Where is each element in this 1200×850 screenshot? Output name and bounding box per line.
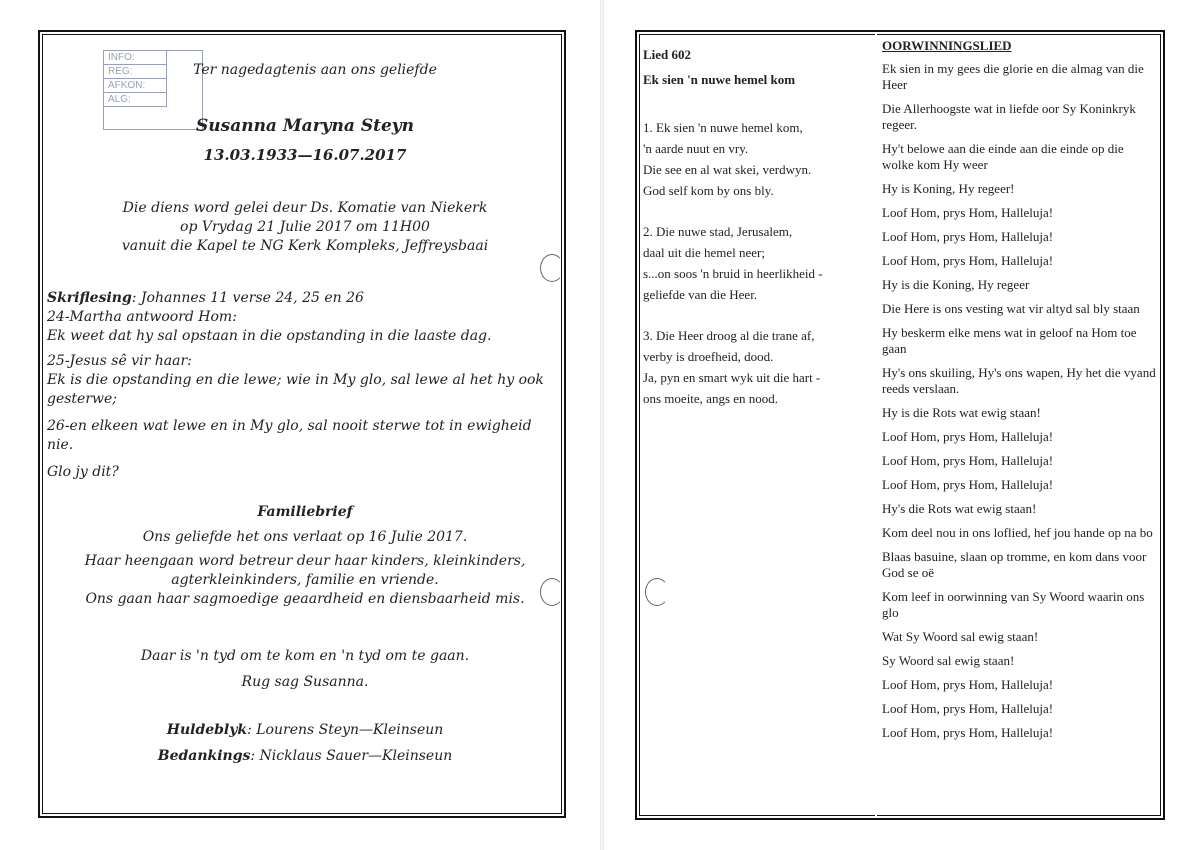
thanks-line: [60, 747, 550, 766]
song-line: Die Here is ons vesting wat vir altyd sal bly staan: [882, 301, 1140, 316]
verse-line: 1. Ek sien 'n nuwe hemel kom,: [643, 120, 803, 135]
song-line: Loof Hom, prys Hom, Halleluja!: [882, 453, 1054, 468]
song-line: Sy Woord sal ewig staan!: [882, 653, 1015, 668]
song-line: Loof Hom, prys Hom, Halleluja!: [882, 701, 1054, 716]
song-line: Blaas basuine, slaan op tromme, en kom dans voor God se oë: [882, 549, 1147, 580]
tribute-text: : Lourens Steyn—Kleinseun: [247, 722, 444, 738]
song-line: Hy beskerm elke mens wat in geloof na Hom toe gaan: [882, 325, 1137, 356]
scripture-line: 26-en elkeen wat lewe en in My glo, sal nooit sterwe tot in ewigheid nie.: [47, 418, 532, 453]
song-line: Kom deel nou in ons loflied, hef jou hande op na bo: [882, 525, 1153, 540]
hymn-number: Lied 602: [643, 47, 692, 62]
hymn-title: Ek sien 'n nuwe hemel kom: [643, 72, 796, 87]
family-letter-line: Ons gaan haar sagmoedige geaardheid en diensbaarheid mis.: [85, 591, 525, 607]
tribute-label: Huldeblyk: [166, 722, 248, 738]
song-line: Loof Hom, prys Hom, Halleluja!: [882, 205, 1054, 220]
page-fold: [600, 0, 604, 850]
song-line: Wat Sy Woord sal ewig staan!: [882, 629, 1039, 644]
thanks-text: : Nicklaus Sauer—Kleinseun: [250, 748, 453, 764]
scripture-line: 25-Jesus sê vir haar:: [47, 353, 192, 369]
family-letter-line: agterkleinkinders, familie en vriende.: [171, 572, 439, 588]
scripture-line: Ek weet dat hy sal opstaan in die opstanding in die laaste dag.: [47, 328, 492, 344]
scripture-heading: [47, 289, 557, 308]
scripture-line: Ek is die opstanding en die lewe; wie in My glo, sal lewe al het hy ook gesterwe;: [47, 372, 544, 407]
song-line: Hy's ons skuiling, Hy's ons wapen, Hy het die vyand reeds verslaan.: [882, 365, 1156, 396]
verse-line: 'n aarde nuut en vry.: [643, 141, 749, 156]
punch-hole: [540, 578, 564, 606]
tribute-line: [60, 721, 550, 740]
scripture-line: Glo jy dit?: [47, 464, 119, 480]
verse-line: God self kom by ons bly.: [643, 183, 774, 198]
family-letter-title: Familiebrief: [257, 504, 353, 520]
song-line: Loof Hom, prys Hom, Halleluja!: [882, 677, 1054, 692]
song-line: Hy is Koning, Hy regeer!: [882, 181, 1015, 196]
song-line: Kom leef in oorwinning van Sy Woord waarin ons glo: [882, 589, 1145, 620]
hymn-verse: [643, 221, 873, 305]
hymn-verse: [643, 325, 873, 409]
song-line: Loof Hom, prys Hom, Halleluja!: [882, 725, 1054, 740]
life-dates: 13.03.1933—16.07.2017: [203, 146, 407, 164]
service-line: vanuit die Kapel te NG Kerk Kompleks, Jeffreysbaai: [121, 238, 489, 254]
stamp-row: ALG:: [104, 93, 167, 107]
song-line: Die Allerhoogste wat in liefde oor Sy Koninkryk regeer.: [882, 101, 1136, 132]
song-line: Hy is die Rots wat ewig staan!: [882, 405, 1041, 420]
memorial-intro: Ter nagedagtenis aan ons geliefde: [193, 62, 437, 78]
family-letter-line: Ons geliefde het ons verlaat op 16 Julie 2017.: [142, 529, 468, 545]
song-title: OORWINNINGSLIED: [882, 38, 1012, 53]
deceased-name: Susanna Maryna Steyn: [195, 116, 415, 136]
verse-line: ons moeite, angs en nood.: [643, 391, 779, 406]
verse-line: verby is droefheid, dood.: [643, 349, 774, 364]
hymn-verse: [643, 117, 873, 201]
song-line: Hy is die Koning, Hy regeer: [882, 277, 1030, 292]
service-line: Die diens word gelei deur Ds. Komatie van Niekerk: [122, 200, 488, 216]
song-line: Loof Hom, prys Hom, Halleluja!: [882, 253, 1054, 268]
stamp-row: REG:: [104, 65, 167, 79]
punch-hole: [540, 254, 564, 282]
scripture-label: Skriflesing: [47, 290, 132, 306]
closing-line: Rug sag Susanna.: [241, 674, 369, 690]
song-line: Loof Hom, prys Hom, Halleluja!: [882, 477, 1054, 492]
song-line: Hy't belowe aan die einde aan die einde op die wolke kom Hy weer: [882, 141, 1124, 172]
stamp-row: INFO:: [104, 51, 167, 65]
verse-line: 2. Die nuwe stad, Jerusalem,: [643, 224, 793, 239]
stamp-row: AFKON:: [104, 79, 167, 93]
punch-hole: [645, 578, 669, 606]
service-line: op Vrydag 21 Julie 2017 om 11H00: [180, 219, 430, 235]
scripture-line: 24-Martha antwoord Hom:: [47, 309, 237, 325]
verse-line: s...on soos 'n bruid in heerlikheid -: [643, 266, 823, 281]
closing-line: Daar is 'n tyd om te kom en 'n tyd om te gaan.: [140, 648, 470, 664]
verse-line: daal uit die hemel neer;: [643, 245, 766, 260]
song-line: Loof Hom, prys Hom, Halleluja!: [882, 429, 1054, 444]
column-gap: [875, 32, 877, 818]
verse-line: Ja, pyn en smart wyk uit die hart -: [643, 370, 821, 385]
verse-line: 3. Die Heer droog al die trane af,: [643, 328, 815, 343]
song-line: Ek sien in my gees die glorie en die almag van die Heer: [882, 61, 1144, 92]
song-line: Loof Hom, prys Hom, Halleluja!: [882, 229, 1054, 244]
thanks-label: Bedankings: [157, 748, 251, 764]
verse-line: geliefde van die Heer.: [643, 287, 758, 302]
verse-line: Die see en al wat skei, verdwyn.: [643, 162, 812, 177]
song-line: Hy's die Rots wat ewig staan!: [882, 501, 1037, 516]
family-letter-line: Haar heengaan word betreur deur haar kinders, kleinkinders,: [84, 553, 526, 569]
scripture-reference: : Johannes 11 verse 24, 25 en 26: [131, 290, 364, 306]
